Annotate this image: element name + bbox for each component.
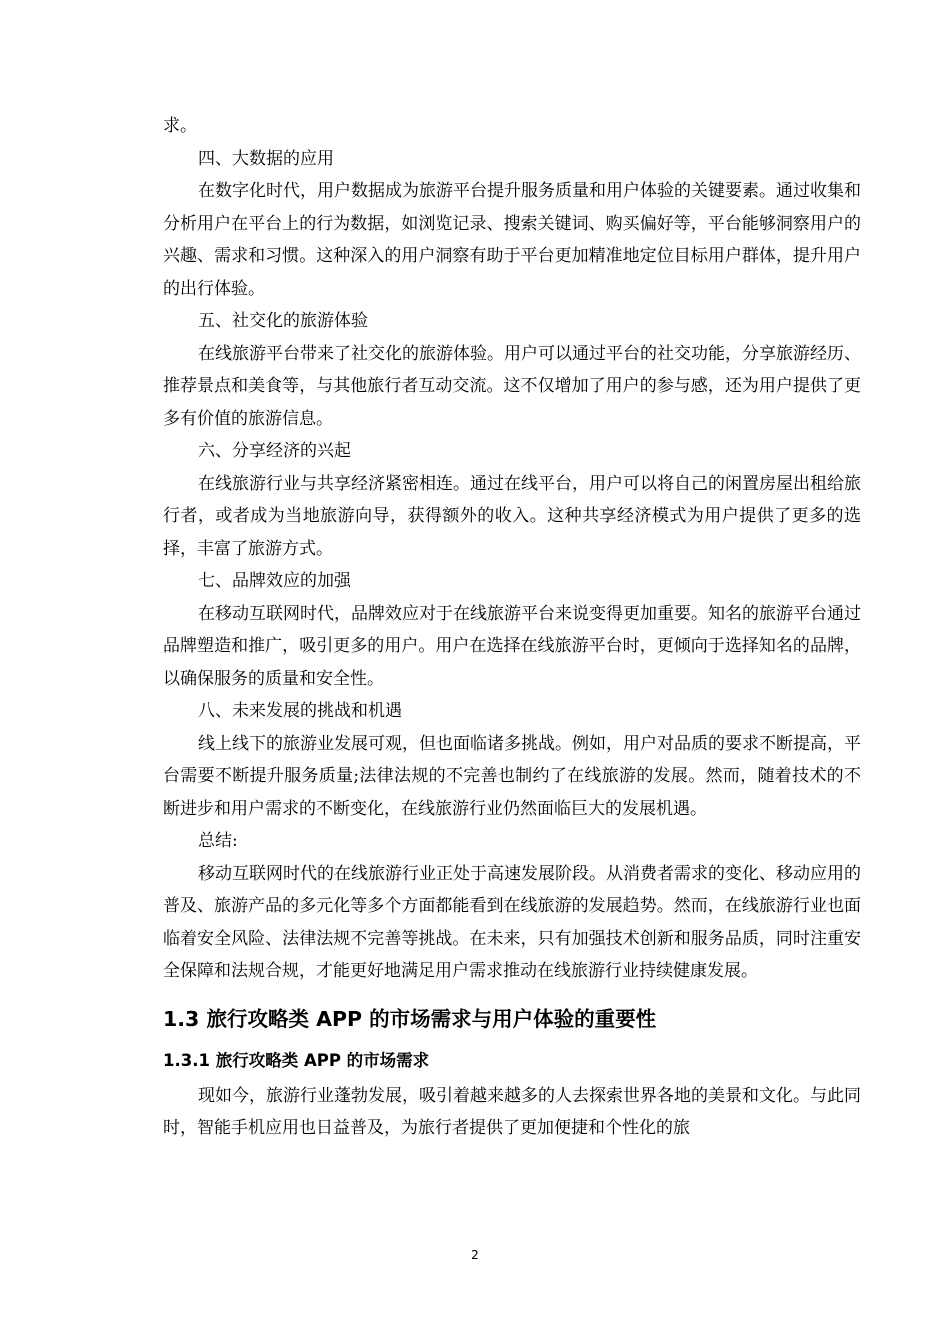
section-heading: 1.3 旅行攻略类 APP 的市场需求与用户体验的重要性 [163,1006,657,1031]
paragraph-summary: 移动互联网时代的在线旅游行业正处于高速发展阶段。从消费者需求的变化、移动应用的普及、旅游产品的多元化等多个方面都能看到在线旅游的发展趋势。然而，在线旅游行业也面临着安全风险、法律法规不完善等挑战。在未来，只有加强技术创新和服务品质，同时注重安全保障和法规合规，才能更好地满足用户需求推动在线旅游行业持续健康发展。 [163,863,861,981]
heading-social-travel: 五、社交化的旅游体验 [198,311,368,331]
page-number: 2 [471,1248,479,1262]
paragraph-brand-effect: 在移动互联网时代，品牌效应对于在线旅游平台来说变得更加重要。知名的旅游平台通过品牌塑造和推广，吸引更多的用户。用户在选择在线旅游平台时，更倾向于选择知名的品牌，以确保服务的质量和安全性。 [163,603,861,689]
heading-summary: 总结: [198,831,238,851]
page-content [163,110,861,1145]
paragraph-social-travel: 在线旅游平台带来了社交化的旅游体验。用户可以通过平台的社交功能，分享旅游经历、推荐景点和美食等，与其他旅行者互动交流。这不仅增加了用户的参与感，还为用户提供了更多有价值的旅游信息。 [163,343,861,429]
paragraph-challenges: 线上线下的旅游业发展可观，但也面临诸多挑战。例如，用户对品质的要求不断提高，平台需要不断提升服务质量;法律法规的不完善也制约了在线旅游的发展。然而，随着技术的不断进步和用户需求的不断变化，在线旅游行业仍然面临巨大的发展机遇。 [163,733,861,819]
paragraph-continuation: 求。 [163,116,197,136]
heading-big-data: 四、大数据的应用 [198,148,334,169]
subsection-heading: 1.3.1 旅行攻略类 APP 的市场需求 [163,1050,430,1070]
heading-sharing-economy: 六、分享经济的兴起 [198,441,351,461]
paragraph-big-data: 在数字化时代，用户数据成为旅游平台提升服务质量和用户体验的关键要素。通过收集和分析用户在平台上的行为数据，如浏览记录、搜索关键词、购买偏好等，平台能够洞察用户的兴趣、需求和习惯。这种深入的用户洞察有助于平台更加精准地定位目标用户群体，提升用户的出行体验。 [163,181,861,299]
paragraph-sharing-economy: 在线旅游行业与共享经济紧密相连。通过在线平台，用户可以将自己的闲置房屋出租给旅行者，或者成为当地旅游向导，获得额外的收入。这种共享经济模式为用户提供了更多的选择，丰富了旅游方式。 [163,473,861,559]
heading-brand-effect: 七、品牌效应的加强 [198,571,351,591]
paragraph-market-demand: 现如今，旅游行业蓬勃发展，吸引着越来越多的人去探索世界各地的美景和文化。与此同时，智能手机应用也日益普及，为旅行者提供了更加便捷和个性化的旅 [163,1085,861,1138]
heading-challenges: 八、未来发展的挑战和机遇 [198,701,402,721]
